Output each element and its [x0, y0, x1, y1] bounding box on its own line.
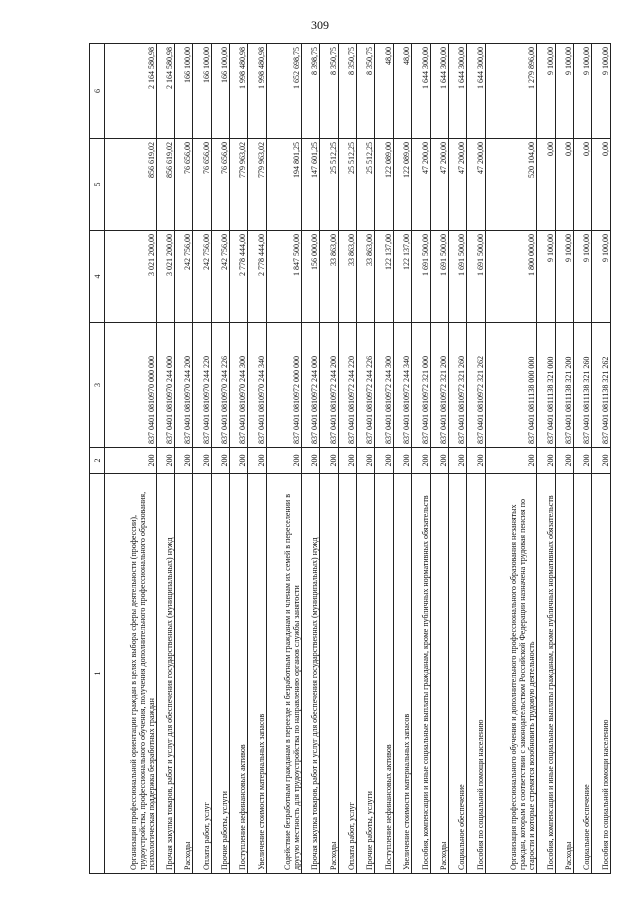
- row-unexecuted: 8 350,75: [356, 44, 374, 139]
- rotated-table-area: [89, 44, 611, 874]
- table-row: [338, 44, 356, 874]
- header-col-4: 4: [90, 231, 105, 323]
- row-kbk: 837 0401 0810970 244 220: [193, 323, 211, 448]
- row-kbk: 837 0401 0810972 321 200: [430, 323, 448, 448]
- row-kbk: 837 0401 0811138 000 000: [485, 323, 537, 448]
- row-kbk: 837 0401 0810970 000 000: [105, 323, 157, 448]
- row-kbk: 837 0401 0810972 244 226: [356, 323, 374, 448]
- row-executed: 47 200,00: [467, 139, 485, 231]
- row-name: Организация профессионального обучения и дополнительного профессионального образования незанятых граждан, которым в соответствии с законодательством Российской Федерации назначена трудовая пенсия по старости и которые стремятся возобновить трудовую деятельность: [485, 474, 537, 874]
- row-unexecuted: 2 164 580,98: [105, 44, 157, 139]
- row-unexecuted: 1 998 480,98: [248, 44, 266, 139]
- table-row: [555, 44, 573, 874]
- row-executed: 0,00: [555, 139, 573, 231]
- row-unexecuted: 1 644 300,00: [467, 44, 485, 139]
- row-name: Содействие безработным гражданам в переезде и безработным гражданам и членам их семей в переселении в другую местность для трудоустройства по направлению органов службы занятости: [266, 474, 301, 874]
- table-row: [156, 44, 174, 874]
- row-approved: 2 778 444,00: [230, 231, 248, 323]
- row-approved: 33 863,00: [338, 231, 356, 323]
- row-kbk: 837 0401 0810972 244 000: [301, 323, 319, 448]
- row-code: 200: [156, 448, 174, 474]
- row-unexecuted: 1 652 698,75: [266, 44, 301, 139]
- table-row: [356, 44, 374, 874]
- row-executed: 47 200,00: [448, 139, 466, 231]
- row-code: 200: [266, 448, 301, 474]
- row-unexecuted: 9 100,00: [574, 44, 592, 139]
- row-executed: 122 089,00: [393, 139, 411, 231]
- row-name: Увеличение стоимости материальных запасов: [248, 474, 266, 874]
- row-executed: 25 512,25: [320, 139, 338, 231]
- row-name: Организация профессиональной ориентации граждан в целях выбора сферы деятельности (профессии), трудоустройства, профессионального обучения, получения дополнительного профессионального образования, психологическая поддержка безработных граждан: [105, 474, 157, 874]
- table-body: [105, 44, 611, 874]
- row-approved: 3 021 200,00: [105, 231, 157, 323]
- row-name: Прочая закупка товаров, работ и услуг для обеспечения государственных (муниципальных) нужд: [156, 474, 174, 874]
- row-approved: 2 778 444,00: [248, 231, 266, 323]
- row-unexecuted: 9 100,00: [537, 44, 555, 139]
- row-approved: 9 100,00: [555, 231, 573, 323]
- table-row: [105, 44, 157, 874]
- row-name: Прочие работы, услуги: [211, 474, 229, 874]
- row-kbk: 837 0401 0811138 321 200: [555, 323, 573, 448]
- table-row: [430, 44, 448, 874]
- row-approved: 156 000,00: [301, 231, 319, 323]
- row-approved: 242 756,00: [193, 231, 211, 323]
- row-executed: 194 801,25: [266, 139, 301, 231]
- row-name: Пособия, компенсации и иные социальные выплаты гражданам, кроме публичных нормативных обязательств: [537, 474, 555, 874]
- row-name: Увеличение стоимости материальных запасов: [393, 474, 411, 874]
- row-code: 200: [230, 448, 248, 474]
- table-row: [211, 44, 229, 874]
- row-approved: 122 137,00: [393, 231, 411, 323]
- row-code: 200: [555, 448, 573, 474]
- row-kbk: 837 0401 0810970 244 226: [211, 323, 229, 448]
- row-name: Расходы: [174, 474, 192, 874]
- row-unexecuted: 48,00: [393, 44, 411, 139]
- table-row: [467, 44, 485, 874]
- row-approved: 122 137,00: [375, 231, 393, 323]
- table-row: [412, 44, 430, 874]
- row-unexecuted: 8 398,75: [301, 44, 319, 139]
- table-row: [375, 44, 393, 874]
- row-name: Пособия, компенсации и иные социальные выплаты гражданам, кроме публичных нормативных обязательств: [412, 474, 430, 874]
- row-approved: 3 021 200,00: [156, 231, 174, 323]
- table-row: [320, 44, 338, 874]
- row-approved: 33 863,00: [320, 231, 338, 323]
- row-unexecuted: 8 350,75: [320, 44, 338, 139]
- row-unexecuted: 9 100,00: [592, 44, 611, 139]
- header-col-3: 3: [90, 323, 105, 448]
- row-executed: 856 619,02: [105, 139, 157, 231]
- table-row: [301, 44, 319, 874]
- row-kbk: 837 0401 0811138 321 262: [592, 323, 611, 448]
- row-code: 200: [211, 448, 229, 474]
- table-row: [174, 44, 192, 874]
- row-executed: 47 200,00: [430, 139, 448, 231]
- row-name: Расходы: [555, 474, 573, 874]
- row-unexecuted: 1 644 300,00: [430, 44, 448, 139]
- row-executed: 25 512,25: [338, 139, 356, 231]
- table-row: [248, 44, 266, 874]
- row-name: Оплата работ, услуг: [193, 474, 211, 874]
- header-row: [90, 44, 105, 874]
- row-unexecuted: 1 998 480,98: [230, 44, 248, 139]
- row-unexecuted: 8 350,75: [338, 44, 356, 139]
- row-kbk: 837 0401 0810972 244 340: [393, 323, 411, 448]
- row-name: Прочая закупка товаров, работ и услуг для обеспечения государственных (муниципальных) нужд: [301, 474, 319, 874]
- row-code: 200: [393, 448, 411, 474]
- row-unexecuted: 1 644 300,00: [448, 44, 466, 139]
- table-row: [393, 44, 411, 874]
- row-executed: 779 963,02: [248, 139, 266, 231]
- row-unexecuted: 2 164 580,98: [156, 44, 174, 139]
- row-executed: 76 656,00: [193, 139, 211, 231]
- row-approved: 242 756,00: [174, 231, 192, 323]
- row-code: 200: [485, 448, 537, 474]
- row-code: 200: [320, 448, 338, 474]
- row-kbk: 837 0401 0810972 244 300: [375, 323, 393, 448]
- row-kbk: 837 0401 0811138 321 000: [537, 323, 555, 448]
- table-row: [537, 44, 555, 874]
- row-name: Расходы: [430, 474, 448, 874]
- row-unexecuted: 1 279 896,00: [485, 44, 537, 139]
- row-name: Прочие работы, услуги: [356, 474, 374, 874]
- row-kbk: 837 0401 0810970 244 000: [156, 323, 174, 448]
- row-kbk: 837 0401 0810970 244 200: [174, 323, 192, 448]
- row-kbk: 837 0401 0810972 244 220: [338, 323, 356, 448]
- row-code: 200: [448, 448, 466, 474]
- row-kbk: 837 0401 0810972 321 000: [412, 323, 430, 448]
- table-row: [574, 44, 592, 874]
- table-row: [193, 44, 211, 874]
- row-approved: 1 691 500,00: [448, 231, 466, 323]
- table-row: [230, 44, 248, 874]
- row-approved: 1 800 000,00: [485, 231, 537, 323]
- row-executed: 25 512,25: [356, 139, 374, 231]
- row-unexecuted: 166 100,00: [174, 44, 192, 139]
- header-col-6: 6: [90, 44, 105, 139]
- row-name: Поступление нефинансовых активов: [375, 474, 393, 874]
- row-executed: 147 601,25: [301, 139, 319, 231]
- row-approved: 1 847 500,00: [266, 231, 301, 323]
- row-executed: 0,00: [574, 139, 592, 231]
- row-kbk: 837 0401 0810972 000 000: [266, 323, 301, 448]
- table-row: [592, 44, 611, 874]
- row-code: 200: [467, 448, 485, 474]
- row-approved: 9 100,00: [537, 231, 555, 323]
- row-unexecuted: 48,00: [375, 44, 393, 139]
- row-approved: 242 756,00: [211, 231, 229, 323]
- row-code: 200: [430, 448, 448, 474]
- row-name: Пособия по социальной помощи населению: [592, 474, 611, 874]
- row-name: Оплата работ, услуг: [338, 474, 356, 874]
- row-code: 200: [592, 448, 611, 474]
- table-row: [485, 44, 537, 874]
- row-code: 200: [356, 448, 374, 474]
- row-code: 200: [193, 448, 211, 474]
- row-kbk: 837 0401 0811138 321 260: [574, 323, 592, 448]
- row-executed: 856 619,02: [156, 139, 174, 231]
- row-executed: 76 656,00: [211, 139, 229, 231]
- row-unexecuted: 166 100,00: [193, 44, 211, 139]
- row-kbk: 837 0401 0810972 321 260: [448, 323, 466, 448]
- row-kbk: 837 0401 0810972 244 200: [320, 323, 338, 448]
- table-row: [448, 44, 466, 874]
- row-unexecuted: 1 644 300,00: [412, 44, 430, 139]
- row-approved: 1 691 500,00: [430, 231, 448, 323]
- row-name: Пособия по социальной помощи населению: [467, 474, 485, 874]
- row-executed: 76 656,00: [174, 139, 192, 231]
- row-approved: 1 691 500,00: [467, 231, 485, 323]
- row-code: 200: [174, 448, 192, 474]
- row-approved: 9 100,00: [592, 231, 611, 323]
- row-approved: 33 863,00: [356, 231, 374, 323]
- row-approved: 9 100,00: [574, 231, 592, 323]
- row-executed: 520 104,00: [485, 139, 537, 231]
- row-executed: 779 963,02: [230, 139, 248, 231]
- header-col-5: 5: [90, 139, 105, 231]
- row-name: Социальное обеспечение: [448, 474, 466, 874]
- header-col-2: 2: [90, 448, 105, 474]
- header-col-1: 1: [90, 474, 105, 874]
- row-name: Расходы: [320, 474, 338, 874]
- row-code: 200: [412, 448, 430, 474]
- row-code: 200: [105, 448, 157, 474]
- row-code: 200: [537, 448, 555, 474]
- row-code: 200: [574, 448, 592, 474]
- budget-table: [89, 43, 611, 874]
- page-number: 309: [311, 18, 329, 32]
- row-code: 200: [375, 448, 393, 474]
- row-unexecuted: 166 100,00: [211, 44, 229, 139]
- row-executed: 122 089,00: [375, 139, 393, 231]
- row-approved: 1 691 500,00: [412, 231, 430, 323]
- row-code: 200: [338, 448, 356, 474]
- row-name: Поступление нефинансовых активов: [230, 474, 248, 874]
- row-executed: 0,00: [592, 139, 611, 231]
- row-kbk: 837 0401 0810972 321 262: [467, 323, 485, 448]
- row-code: 200: [248, 448, 266, 474]
- row-name: Социальное обеспечение: [574, 474, 592, 874]
- row-executed: 47 200,00: [412, 139, 430, 231]
- table-container: [89, 44, 611, 874]
- row-unexecuted: 9 100,00: [555, 44, 573, 139]
- table-row: [266, 44, 301, 874]
- row-kbk: 837 0401 0810970 244 300: [230, 323, 248, 448]
- row-code: 200: [301, 448, 319, 474]
- row-executed: 0,00: [537, 139, 555, 231]
- row-kbk: 837 0401 0810970 244 340: [248, 323, 266, 448]
